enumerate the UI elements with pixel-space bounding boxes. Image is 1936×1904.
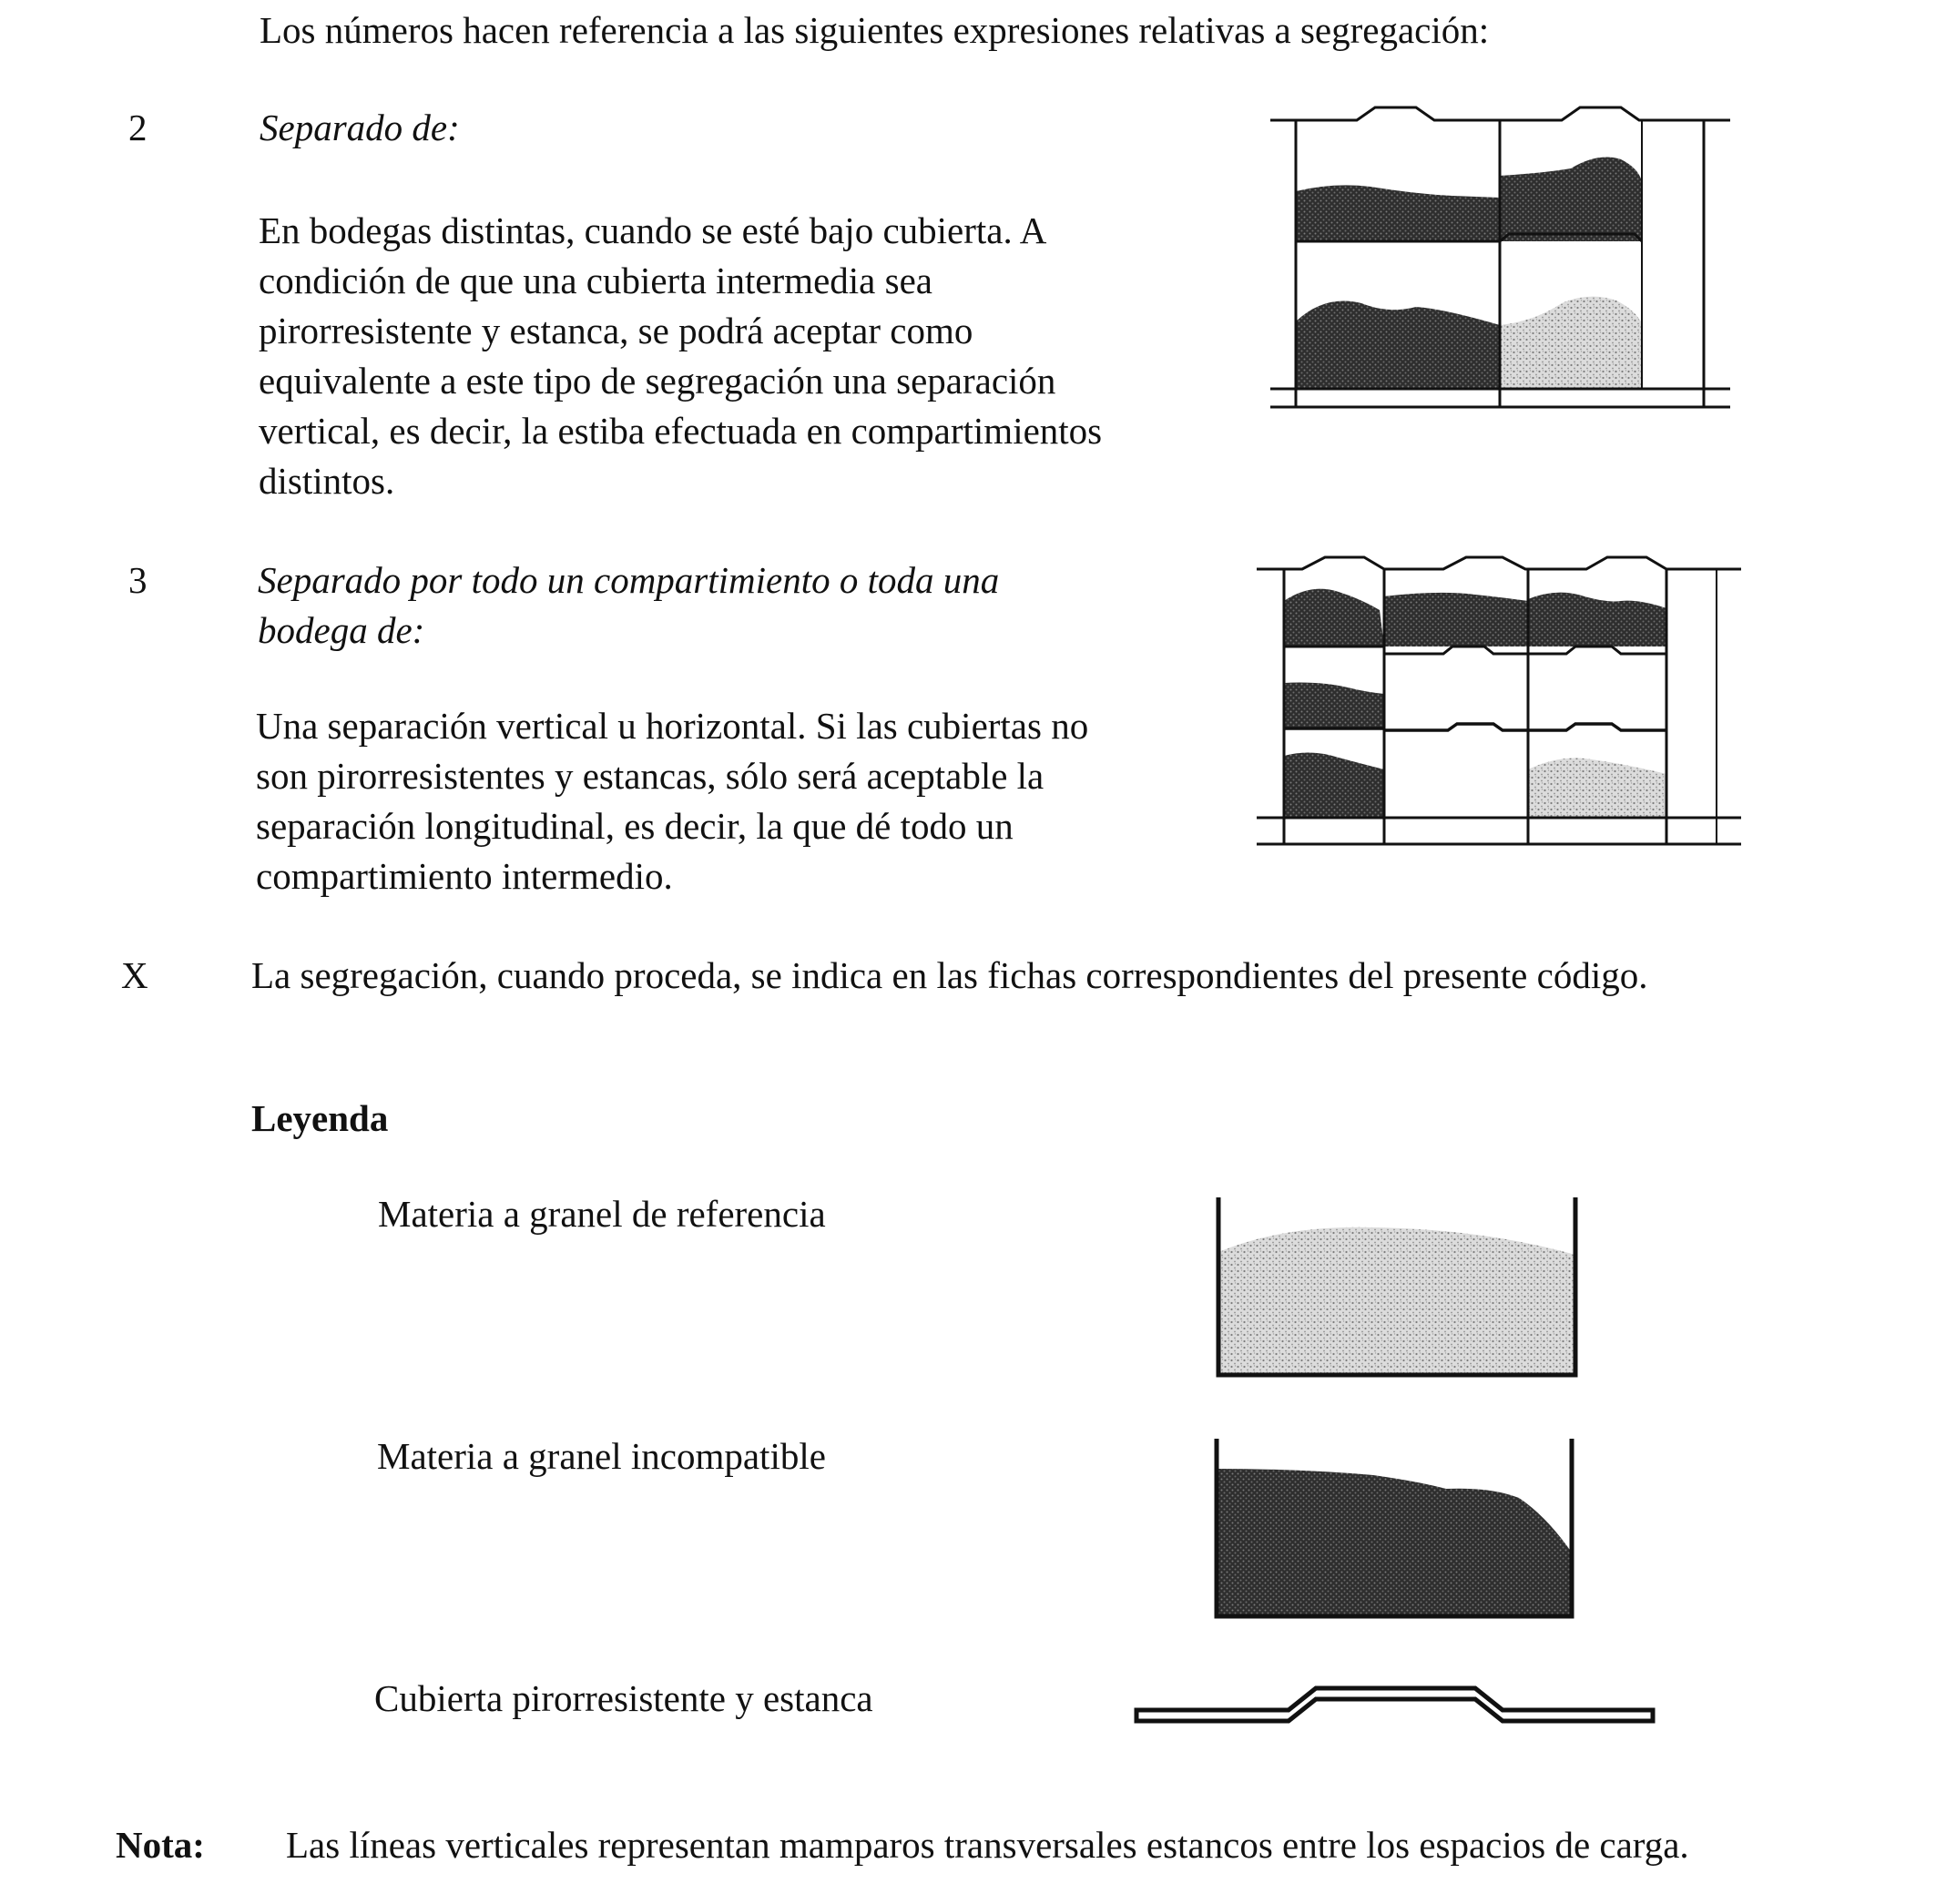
intro-text: Los números hacen referencia a las siguientes expresiones relativas a segregación:	[260, 9, 1490, 51]
item-x-body: La segregación, cuando proceda, se indica en las fichas correspondientes del presente código.	[251, 954, 1648, 996]
legend-label-deck: Cubierta pirorresistente y estanca	[374, 1677, 873, 1719]
item-number-2: 2	[128, 107, 148, 148]
legend-label-incompatible: Materia a granel incompatible	[377, 1435, 826, 1477]
item-number-x: X	[121, 954, 148, 996]
item-2-body: En bodegas distintas, cuando se esté bajo cubierta. A condición de que una cubierta intermedia sea pirorresistente y estanca, se podrá aceptar como equivalente a este tipo de segregación una separación vertical, es decir, la estiba efectuada en compartimientos distintos.	[259, 209, 1103, 502]
item-3-body: Una separación vertical u horizontal. Si las cubiertas no son pirorresistentes y estancas, sólo será aceptable la separación longitudinal, es decir, la que dé todo un compartimiento intermedio.	[256, 705, 1089, 897]
note-label: Nota:	[116, 1824, 205, 1866]
legend-swatch-reference-cargo	[1211, 1193, 1584, 1384]
item-2-heading: Separado de:	[260, 107, 460, 148]
item-3-heading: Separado por todo un compartimiento o toda una bodega de:	[258, 559, 1000, 651]
note-text: Las líneas verticales representan mamparos transversales estancos entre los espacios de carga.	[286, 1824, 1689, 1866]
legend-swatch-fire-resistant-deck	[1134, 1675, 1657, 1730]
item-number-3: 3	[128, 559, 148, 601]
diagram-separado-por-compartimiento	[1257, 546, 1744, 856]
legend-title: Leyenda	[251, 1097, 389, 1139]
legend-label-reference: Materia a granel de referencia	[378, 1193, 826, 1235]
diagram-separado-de	[1270, 96, 1735, 414]
legend-swatch-incompatible-cargo	[1209, 1434, 1583, 1625]
